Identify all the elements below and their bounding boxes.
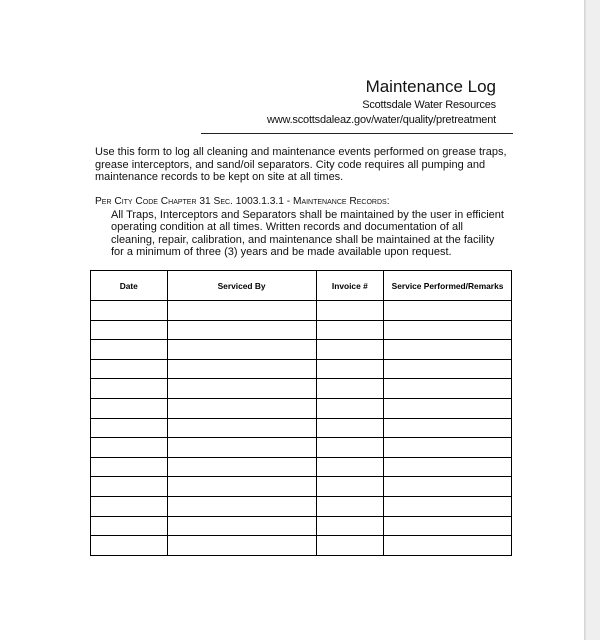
header-divider: [201, 133, 513, 134]
serviced-by-cell: [167, 398, 316, 418]
invoice-column-header: Invoice #: [316, 271, 383, 301]
table-row: [91, 438, 512, 458]
date-cell: [91, 438, 168, 458]
table-row: [91, 359, 512, 379]
code-line: for a minimum of three (3) years and be made available upon request.: [111, 245, 452, 258]
intro-line: grease interceptors, and sand/oil separators. City code requires all pumping and: [95, 158, 486, 171]
invoice-cell: [316, 496, 383, 516]
table-row: [91, 320, 512, 340]
remarks-cell: [384, 340, 512, 360]
date-cell: [91, 516, 168, 536]
code-heading-prefix: Per City Code Chapter 31 Sec.: [95, 196, 233, 207]
code-section-number: 1003.1.3.1: [235, 196, 284, 207]
remarks-column-header: Service Performed/Remarks: [384, 271, 512, 301]
code-heading-suffix: - Maintenance Records:: [286, 196, 390, 207]
document-header: [267, 76, 496, 128]
remarks-cell: [384, 536, 512, 556]
invoice-cell: [316, 320, 383, 340]
invoice-cell: [316, 457, 383, 477]
intro-line: Use this form to log all cleaning and maintenance events performed on grease traps,: [95, 146, 507, 158]
date-cell: [91, 496, 168, 516]
table-row: [91, 398, 512, 418]
serviced-by-cell: [167, 320, 316, 340]
remarks-cell: [384, 379, 512, 399]
website-url: www.scottsdaleaz.gov/water/quality/pretreatment: [266, 114, 496, 126]
date-cell: [91, 301, 168, 321]
intro-paragraph: [95, 146, 525, 184]
serviced-by-cell: [167, 477, 316, 497]
serviced-by-cell: [167, 516, 316, 536]
serviced-by-cell: [167, 379, 316, 399]
table-row: [91, 379, 512, 399]
remarks-cell: [384, 301, 512, 321]
date-cell: [91, 418, 168, 438]
invoice-cell: [316, 418, 383, 438]
serviced-by-cell: [167, 418, 316, 438]
code-line: cleaning, repair, calibration, and maintenance shall be maintained at the facility: [111, 233, 495, 246]
invoice-cell: [316, 301, 383, 321]
date-column-header: Date: [91, 271, 168, 301]
remarks-cell: [384, 516, 512, 536]
serviced-by-cell: [167, 457, 316, 477]
serviced-by-cell: [167, 340, 316, 360]
table-row: [91, 536, 512, 556]
remarks-cell: [384, 477, 512, 497]
date-cell: [91, 457, 168, 477]
date-cell: [91, 320, 168, 340]
date-cell: [91, 536, 168, 556]
remarks-cell: [384, 418, 512, 438]
table-row: [91, 340, 512, 360]
invoice-cell: [316, 477, 383, 497]
intro-line: maintenance records to be kept on site at all times.: [95, 171, 344, 183]
scrollbar[interactable]: [586, 0, 600, 640]
invoice-cell: [316, 438, 383, 458]
code-line: operating condition at all times. Written records and documentation of all: [111, 221, 463, 234]
date-cell: [91, 379, 168, 399]
table-row: [91, 418, 512, 438]
city-code-text: [111, 209, 511, 258]
date-cell: [91, 398, 168, 418]
date-cell: [91, 477, 168, 497]
remarks-cell: [384, 398, 512, 418]
invoice-cell: [316, 340, 383, 360]
serviced-by-cell: [167, 301, 316, 321]
serviced-by-cell: [167, 438, 316, 458]
table-row: [91, 301, 512, 321]
table-row: [91, 457, 512, 477]
table-row: [91, 477, 512, 497]
invoice-cell: [316, 359, 383, 379]
remarks-cell: [384, 320, 512, 340]
invoice-cell: [316, 516, 383, 536]
city-code-heading: [95, 196, 390, 208]
table-row: [91, 496, 512, 516]
invoice-cell: [316, 536, 383, 556]
date-cell: [91, 359, 168, 379]
remarks-cell: [384, 496, 512, 516]
remarks-cell: [384, 457, 512, 477]
code-line: All Traps, Interceptors and Separators shall be maintained by the user in efficient: [111, 209, 504, 221]
log-table-body: [91, 301, 512, 556]
table-row: [91, 516, 512, 536]
document-title: Maintenance Log: [365, 77, 496, 96]
date-cell: [91, 340, 168, 360]
remarks-cell: [384, 359, 512, 379]
invoice-cell: [316, 379, 383, 399]
remarks-cell: [384, 438, 512, 458]
serviced-by-cell: [167, 359, 316, 379]
table-header-row: [91, 271, 512, 301]
serviced-by-column-header: Serviced By: [167, 271, 316, 301]
invoice-cell: [316, 398, 383, 418]
serviced-by-cell: [167, 536, 316, 556]
maintenance-log-table: [90, 270, 512, 556]
organization-name: Scottsdale Water Resources: [362, 99, 496, 111]
serviced-by-cell: [167, 496, 316, 516]
